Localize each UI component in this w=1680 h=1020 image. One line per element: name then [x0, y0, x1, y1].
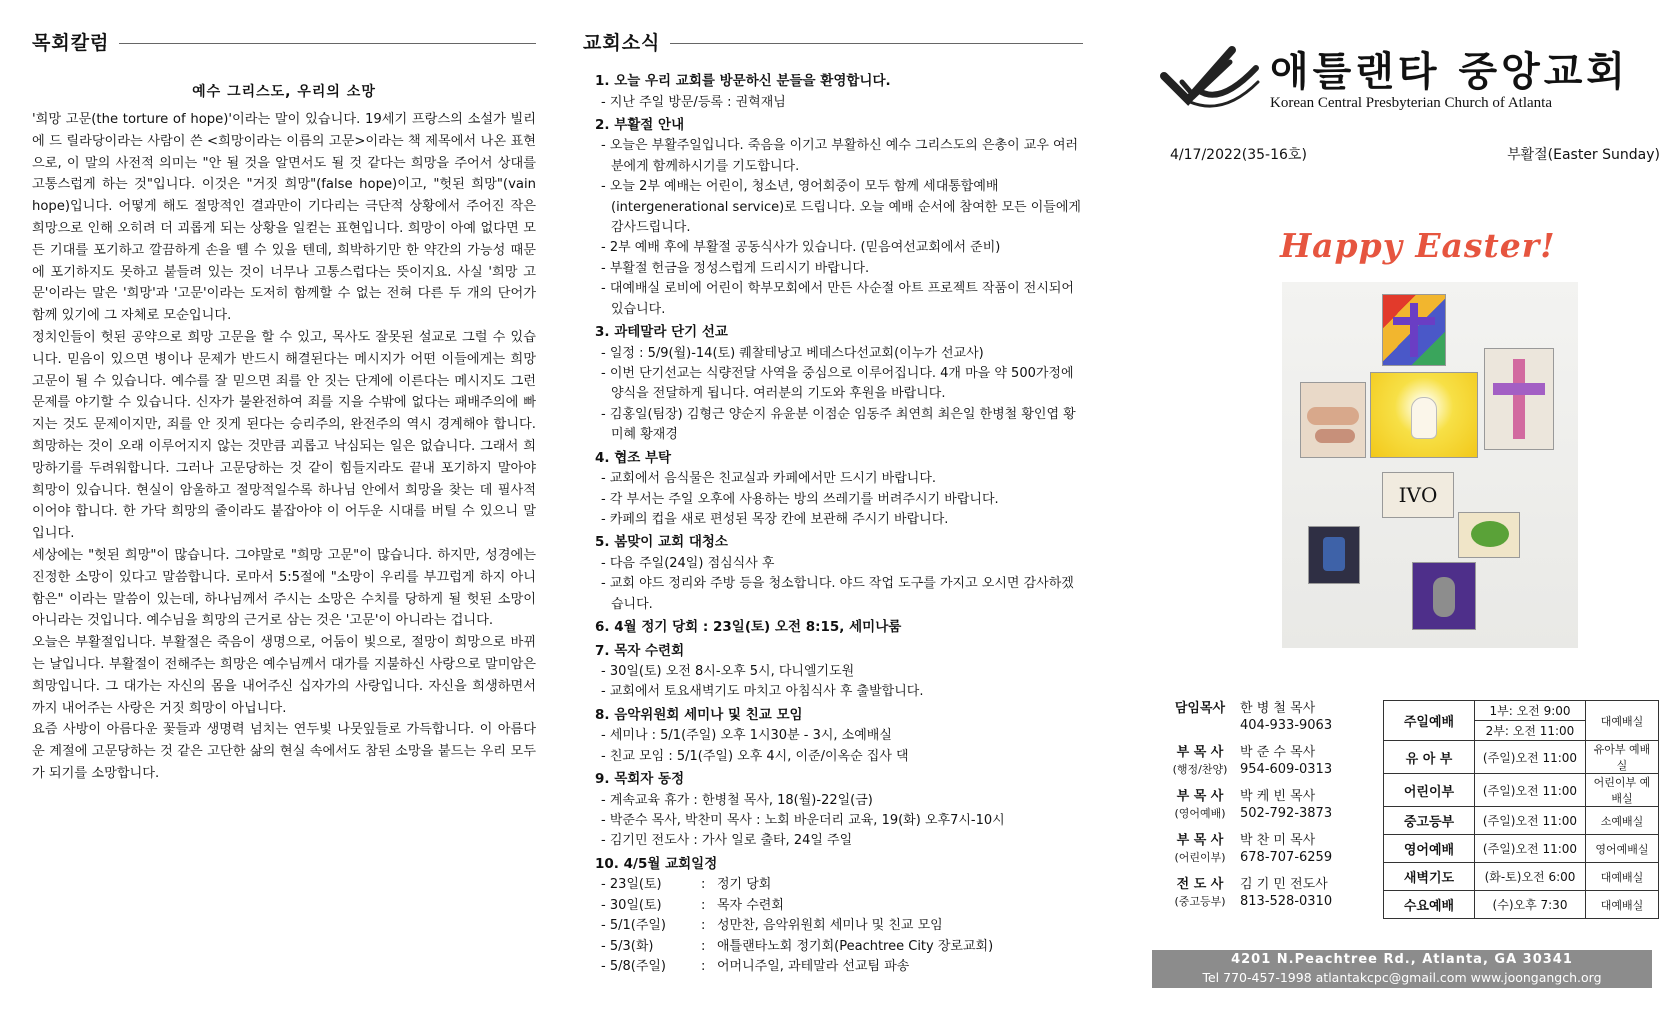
calendar-event: 어머니주일, 과테말라 선교팀 파송 [717, 959, 910, 974]
service-row [1384, 741, 1659, 774]
header-rule [670, 43, 1083, 44]
service-time: (수)오후 7:30 [1475, 891, 1586, 919]
service-name: 수요예배 [1384, 891, 1475, 919]
service-place: 소예배실 [1586, 807, 1659, 835]
news-item-title: 1. 오늘 우리 교회를 방문하신 분들을 환영합니다. [595, 73, 891, 89]
calendar-date: - 30일(토) [601, 897, 662, 913]
service-time: (화-토)오전 6:00 [1475, 863, 1586, 891]
calendar-date: - 23일(토) [601, 877, 662, 893]
issue-date: 4/17/2022(35-16호) [1170, 147, 1307, 163]
staff-title [1160, 744, 1240, 788]
news-item [583, 617, 1083, 639]
news-item-title: 8. 음악위원회 세미나 및 친교 모임 [595, 706, 803, 723]
news-item-line: - 오늘은 부활주일입니다. 죽음을 이기고 부활하신 예수 그리스도의 은총이 교우 여러분에게 함께하시기를 기도합니다. [601, 138, 1079, 174]
news-list [583, 71, 1083, 852]
header-rule [119, 43, 536, 44]
service-time: (주일)오전 11:00 [1475, 835, 1586, 863]
service-row [1384, 863, 1659, 891]
news-item-title: 6. 4월 정기 당회 : 23일(토) 오전 8:15, 세미나룸 [595, 619, 902, 636]
staff-name: 한 병 철 목사 [1240, 701, 1316, 716]
staff-title [1160, 700, 1240, 744]
service-place: 대예배실 [1586, 891, 1659, 919]
staff-phone: 678-707-6259 [1240, 850, 1333, 865]
article-paragraph: 세상에는 "헛된 희망"이 많습니다. 그야말로 "희망 고문"이 많습니다. 하지만, 성경에는 진정한 소망이 있다고 말씀합니다. 로마서 5:5절에 "소망이 우리를 부끄럽게 하지 아니함은" 이라는 말씀이 있는데, 하나님께서 주시는 소망은 수치를 당하게 될 헛된 소망이 아니라는 것입니다. 예수님을 희망의 근거로 삼는 것은 '고문'이 아니라는 겁니다. [32, 547, 536, 629]
staff-role-sub: (행정/찬양) [1172, 763, 1228, 776]
service-time: (주일)오전 11:00 [1475, 741, 1586, 774]
news-item [583, 448, 1083, 531]
calendar-event: 애틀랜타노회 정기회(Peachtree City 장로교회) [717, 938, 994, 954]
news-item [583, 71, 1083, 113]
church-news [583, 0, 1083, 977]
staff-row [1160, 700, 1360, 744]
article-paragraph: '희망 고문(the torture of hope)'이라는 말이 있습니다. 19세기 프랑스의 소설가 빌리에 드 릴라당이라는 사람이 쓴 <희망이라는 이름의 고문>이라는 책 제목에서 나온 표현으로, 이 말의 사전적 의미는 "안 될 것을 알면서도 될 것 같다는 희망을 주어서 상대를 고통스럽게 하는 것"입니다. 이것은 "거짓 희망"(false hope)이고, "헛된 희망"(vain hope)입니다. 어떻게 해도 절망적인 결과만이 기다리는 극단적 상황에서 주어진 작은 희망으로 인해 오히려 더 괴롭게 되는 상황을 일컫는 표현입니다. 희망이 아예 없다면 모든 기대를 포기하고 깔끔하게 손을 뗄 수 있을 텐데, 희박하기만 한 약간의 가능성 때문에 포기하지도 못하고 붙들려 있는 것이 너무나 고통스럽다는 뜻이지요. 사실 '희망 고문'이라는 말은 '희망'과 '고문'이라는 도저히 함께할 수 없는 전혀 다른 두 개의 단어가 함께 있기에 그 자체로 모순입니다. [32, 112, 536, 324]
news-item-title: 4. 협조 부탁 [595, 449, 672, 466]
calendar-event: 성만찬, 음악위원회 세미나 및 친교 모임 [717, 918, 943, 934]
article-title: 예수 그리스도, 우리의 소망 [192, 84, 376, 100]
article-paragraph: 정치인들이 헛된 공약으로 희망 고문을 할 수 있고, 목사도 잘못된 설교로 그럴 수 있습니다. 믿음이 있으면 병이나 문제가 반드시 해결된다는 메시지가 어떤 이들에게는 희망 고문이 될 수 있습니다. 예수를 잘 믿으면 죄를 안 짓는 단계에 이른다는 메시지도 그런 문제를 야기할 수 있습니다. 신자가 불완전하여 죄를 지을 수밖에 없다는 패배주의에 빠지는 것도 문제이지만, 죄를 안 짓게 된다는 승리주의, 완전주의 역시 경계해야 합니다. 희망하는 것이 오래 이루어지지 않는 것만큼 괴롭고 낙심되는 일은 없습니다. 그래서 희망하기를 두려워합니다. 그러나 고문당하는 것 같이 힘들지라도 끝내 포기하지 말아야 희망이 있습니다. 현실이 암울하고 절망적일수록 하나님 안에서 희망을 찾는 데 필사적이어야 합니다. 한 가닥 희망의 줄이라도 붙잡아야 이 어두운 시대를 버틸 수 있으니 말입니다. [32, 329, 536, 542]
pastor-column [32, 0, 536, 785]
news-item-line: - 세미나 : 5/1(주일) 오후 1시30분 - 3시, 소예배실 [601, 728, 892, 744]
calendar-separator: : [701, 959, 706, 974]
calendar-entry [583, 937, 1083, 957]
art-tile-cross [1382, 294, 1446, 366]
staff-title [1160, 832, 1240, 876]
news-item-line: - 다음 주일(24일) 점심식사 후 [601, 555, 775, 571]
art-tile-palm [1458, 512, 1520, 558]
staff-role: 부 목 사 [1176, 789, 1224, 804]
staff-name-block [1240, 832, 1360, 876]
staff-role-sub: (영어예배) [1174, 807, 1226, 820]
staff-row [1160, 832, 1360, 876]
staff-phone: 502-792-3873 [1240, 806, 1333, 821]
staff-row [1160, 744, 1360, 788]
staff-list [1160, 700, 1360, 920]
calendar-title: 10. 4/5월 교회일정 [595, 855, 718, 872]
news-item-title: 7. 목자 수련회 [595, 642, 685, 659]
calendar-date: - 5/3(화) [601, 938, 654, 954]
news-item-line: - 카페의 컵을 새로 편성된 목장 칸에 보관해 주시기 바랍니다. [601, 511, 949, 527]
art-tile-donkey [1412, 562, 1476, 630]
staff-phone: 813-528-0310 [1240, 894, 1333, 909]
staff-role-sub: (중고등부) [1174, 895, 1226, 908]
address-bar [1152, 950, 1652, 988]
service-row [1384, 701, 1659, 721]
service-name: 중고등부 [1384, 807, 1475, 835]
news-item-line: - 박준수 목사, 박찬미 목사 : 노회 바운더리 교육, 19(화) 오후7시-10시 [601, 813, 1005, 829]
news-item [583, 532, 1083, 615]
church-name-english: Korean Central Presbyterian Church of Atlanta [1270, 95, 1552, 111]
calendar-entry [583, 957, 1083, 977]
staff-phone: 404-933-9063 [1240, 718, 1333, 733]
article-paragraph: 오늘은 부활절입니다. 부활절은 죽음이 생명으로, 어둠이 빛으로, 절망이 희망으로 바뀌는 날입니다. 부활절이 전해주는 희망은 예수님께서 대가를 지불하신 사랑으로 말미암은 희망입니다. 그 대가는 자신의 몸을 내어주신 십자가의 사랑입니다. 자신을 희생하면서까지 내어주는 사랑은 거짓 희망이 아닙니다. [32, 635, 536, 716]
staff-name-block [1240, 700, 1360, 744]
address-line: 4201 N.Peachtree Rd., Atlanta, GA 30341 [1231, 952, 1573, 967]
art-tile-ivo: ⅠⅤO [1382, 472, 1454, 518]
service-name: 새벽기도 [1384, 863, 1475, 891]
staff-name-block [1240, 788, 1360, 832]
staff-title [1160, 876, 1240, 920]
news-item-line: - 이번 단기선교는 식량전달 사역을 중심으로 이루어집니다. 4개 마을 약 500가정에 양식을 전달하게 됩니다. 여러분의 기도와 후원을 바랍니다. [601, 365, 1074, 402]
service-place: 영어예배실 [1586, 835, 1659, 863]
calendar-entry [583, 896, 1083, 916]
news-item-line: - 김홍일(팀장) 김형근 양순지 유윤분 이점순 임동주 최연희 최은일 한병철 황인엽 황미혜 황재경 [601, 406, 1076, 443]
church-emblem-icon [1160, 42, 1260, 112]
calendar-list [583, 875, 1083, 977]
calendar-separator: : [701, 938, 706, 954]
church-name-korean: 애틀랜타 중앙교회 [1270, 49, 1630, 95]
season-label: 부활절(Easter Sunday) [1507, 147, 1660, 163]
staff-role: 부 목 사 [1176, 745, 1224, 760]
art-tile-flower-cross [1484, 348, 1554, 450]
column-header [32, 28, 536, 55]
staff-name: 박 케 빈 목사 [1240, 789, 1316, 804]
article-paragraph: 요즘 사방이 아름다운 꽃들과 생명력 넘치는 연두빛 나뭇잎들로 가득합니다. 이 아름다운 계절에 고문당하는 것 같은 고단한 삶의 현실 속에서도 참된 소망을 붙드는 우리 모두가 되기를 소망합니다. [32, 722, 536, 781]
service-name: 주일예배 [1384, 701, 1475, 741]
calendar-event: 정기 당회 [717, 877, 772, 893]
news-item-line: - 교회 야드 정리와 주방 등을 청소합니다. 야드 작업 도구를 가지고 오시면 감사하겠습니다. [601, 576, 1074, 612]
news-item-title: 9. 목회자 동정 [595, 771, 685, 788]
news-item-line: - 교회에서 토요새벽기도 마치고 아침식사 후 출발합니다. [601, 684, 924, 700]
staff-name-block [1240, 744, 1360, 788]
art-tile-yellow-hand [1370, 372, 1478, 458]
service-place: 대예배실 [1586, 701, 1659, 741]
staff-role: 부 목 사 [1176, 833, 1224, 848]
service-time: 2부: 오전 11:00 [1475, 721, 1586, 741]
staff-phone: 954-609-0313 [1240, 762, 1333, 777]
news-item-line: - 오늘 2부 예배는 어린이, 청소년, 영어회중이 모두 함께 세대통합예배(intergenerational service)로 드립니다. 오늘 예배 순서에 참여한 모든 이들에게 감사드립니다. [601, 179, 1081, 236]
service-row [1384, 891, 1659, 919]
calendar-entry [583, 875, 1083, 895]
staff-row [1160, 788, 1360, 832]
news-item-title: 5. 봄맞이 교회 대청소 [595, 534, 728, 551]
staff-role-sub: (어린이부) [1174, 851, 1226, 864]
staff-name-block [1240, 876, 1360, 920]
staff-row [1160, 876, 1360, 920]
news-item [583, 115, 1083, 320]
news-heading: 교회소식 [583, 32, 661, 54]
news-item-line: - 각 부서는 주일 오후에 사용하는 방의 쓰레기를 버려주시기 바랍니다. [601, 491, 999, 507]
news-item-line: - 부활절 헌금을 정성스럽게 드리시기 바랍니다. [601, 260, 870, 276]
service-schedule-table [1383, 700, 1659, 919]
calendar-separator: : [701, 877, 706, 893]
news-item-title: 3. 과테말라 단기 선교 [595, 324, 728, 341]
calendar-entry [583, 916, 1083, 936]
news-item-line: - 친교 모임 : 5/1(주일) 오후 4시, 이준/이옥순 집사 댁 [601, 748, 909, 764]
church-logo [1160, 40, 1660, 120]
staff-role: 전 도 사 [1176, 877, 1224, 892]
news-item-line: - 김기민 전도사 : 가사 일로 출타, 24일 주일 [601, 833, 853, 849]
service-name: 어린이부 [1384, 774, 1475, 807]
news-item-line: - 일정 : 5/9(월)-14(토) 퀘찰테낭고 베데스다선교회(이누가 선교사) [601, 345, 984, 361]
service-name: 영어예배 [1384, 835, 1475, 863]
service-place: 유아부 예배실 [1586, 741, 1659, 774]
news-item-line: - 계속교육 휴가 : 한병철 목사, 18(월)-22일(금) [601, 792, 873, 808]
staff-name: 박 찬 미 목사 [1240, 833, 1316, 848]
happy-easter-text: Happy Easter! [1280, 226, 1556, 265]
service-time: (주일)오전 11:00 [1475, 807, 1586, 835]
calendar-separator: : [701, 897, 706, 913]
news-item-line: - 대예배실 로비에 어린이 학부모회에서 만든 사순절 아트 프로젝트 작품이 전시되어 있습니다. [601, 281, 1074, 317]
service-name: 유 아 부 [1384, 741, 1475, 774]
service-row [1384, 807, 1659, 835]
staff-title [1160, 788, 1240, 832]
art-tile-hands [1300, 382, 1366, 458]
contact-line: Tel 770-457-1998 atlantakcpc@gmail.com www.joongangch.org [1202, 970, 1602, 985]
service-place: 어린이부 예배실 [1586, 774, 1659, 807]
service-place: 대예배실 [1586, 863, 1659, 891]
news-item-line: - 2부 예배 후에 부활절 공동식사가 있습니다. (믿음여선교회에서 준비) [601, 240, 1001, 256]
staff-role: 담임목사 [1174, 701, 1226, 716]
news-item [583, 769, 1083, 852]
service-row [1384, 774, 1659, 807]
service-row [1384, 835, 1659, 863]
calendar-date: - 5/1(주일) [601, 918, 667, 934]
news-item-line: - 지난 주일 방문/등록 : 권혁재님 [601, 94, 786, 110]
news-item [583, 705, 1083, 767]
art-tile-dark [1308, 526, 1360, 584]
news-item-line: - 30일(토) 오전 8시-오후 5시, 다니엘기도원 [601, 664, 855, 680]
service-time: 1부: 오전 9:00 [1475, 701, 1586, 721]
staff-name: 박 준 수 목사 [1240, 745, 1316, 760]
news-header [583, 28, 1083, 55]
news-item [583, 641, 1083, 703]
news-item [583, 322, 1083, 446]
staff-name: 김 기 민 전도사 [1240, 877, 1328, 892]
calendar-date: - 5/8(주일) [601, 959, 667, 974]
calendar-separator: : [701, 918, 706, 934]
news-item-title: 2. 부활절 안내 [595, 116, 685, 133]
news-item-line: - 교회에서 음식물은 친교실과 카페에서만 드시기 바랍니다. [601, 471, 937, 487]
easter-art-photo [1282, 282, 1578, 648]
service-time: (주일)오전 11:00 [1475, 774, 1586, 807]
column-heading: 목회칼럼 [32, 32, 110, 54]
calendar-event: 목자 수련회 [717, 897, 784, 913]
